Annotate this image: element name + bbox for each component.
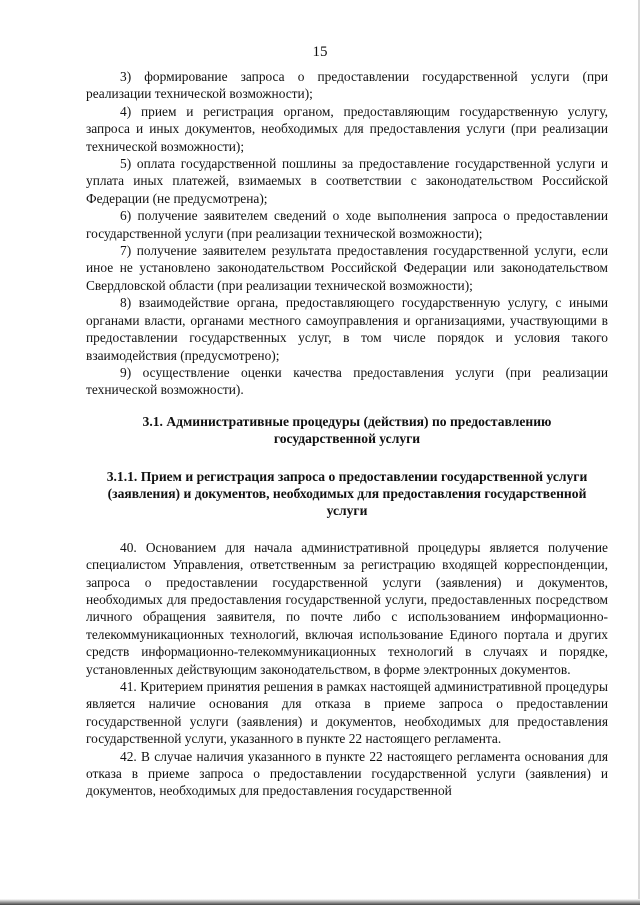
list-item: 9) осуществление оценки качества предоставления услуги (при реализации технической возможности). <box>86 364 608 398</box>
paragraph-42: 42. В случае наличия указанного в пункте 22 настоящего регламента основания для отказа в приеме запроса о предоставлении государственной услуги (заявления) и документов, необходимых для предоставления государственной <box>86 748 608 799</box>
page-number: 15 <box>312 44 328 60</box>
list-item: 5) оплата государственной пошлины за предоставление государственной услуги и уплата иных платежей, взимаемых в соответствии с законодательством Российской Федерации (не предусмотрена); <box>86 156 608 206</box>
paragraph-40: 40. Основанием для начала административной процедуры является получение специалистом Управления, ответственным за регистрацию входящей корреспонденции, запроса о предоставлении государственной услуги (заявления) и документов, необходимых для предоставления государственной услуги, предоставленных посредством личного обращения заявителя, по почте либо с использованием информационно-телекоммуникационных технологий, включая использование Единого портала и других средств информационно-телекоммуникационных технологий в случаях и порядке, установленных действующим законодательством, в форме электронных документов. <box>86 539 608 677</box>
scan-edge-bottom <box>0 899 640 905</box>
document-body <box>86 68 608 800</box>
paragraph-41: 41. Критерием принятия решения в рамках настоящей административной процедуры является наличие основания для отказа в приеме запроса о предоставлении государственной услуги (заявления) и документов, необходимых для предоставления государственной услуги, указанного в пункте 22 настоящего регламента. <box>86 679 608 747</box>
list-item: 7) получение заявителем результата предоставления государственной услуги, если иное не установлено законодательством Российской Федерации или законодательством Свердловской области (при реализации технической возможности); <box>86 243 608 293</box>
list-item: 6) получение заявителем сведений о ходе выполнения запроса о предоставлении государственной услуги (при реализации технической возможности); <box>86 208 608 241</box>
subsection-heading: 3.1.1. Прием и регистрация запроса о предоставлении государственной услуги (заявления) и документов, необходимых для предоставления государственной услуги <box>106 468 588 519</box>
list-item: 4) прием и регистрация органом, предоставляющим государственную услугу, запроса и иных документов, необходимых для предоставления услуги (при реализации технической возможности); <box>86 103 608 154</box>
list-item: 8) взаимодействие органа, предоставляющего государственную услугу, с иными органами власти, органами местного самоуправления и организациями, участвующими в предоставлении государственных услуг, в том числе порядок и условия такого взаимодействия (предусмотрено); <box>86 295 608 363</box>
section-heading: 3.1. Административные процедуры (действия) по предоставлению государственной услуги <box>142 413 552 447</box>
list-item: 3) формирование запроса о предоставлении государственной услуги (при реализации технической возможности); <box>86 69 608 102</box>
